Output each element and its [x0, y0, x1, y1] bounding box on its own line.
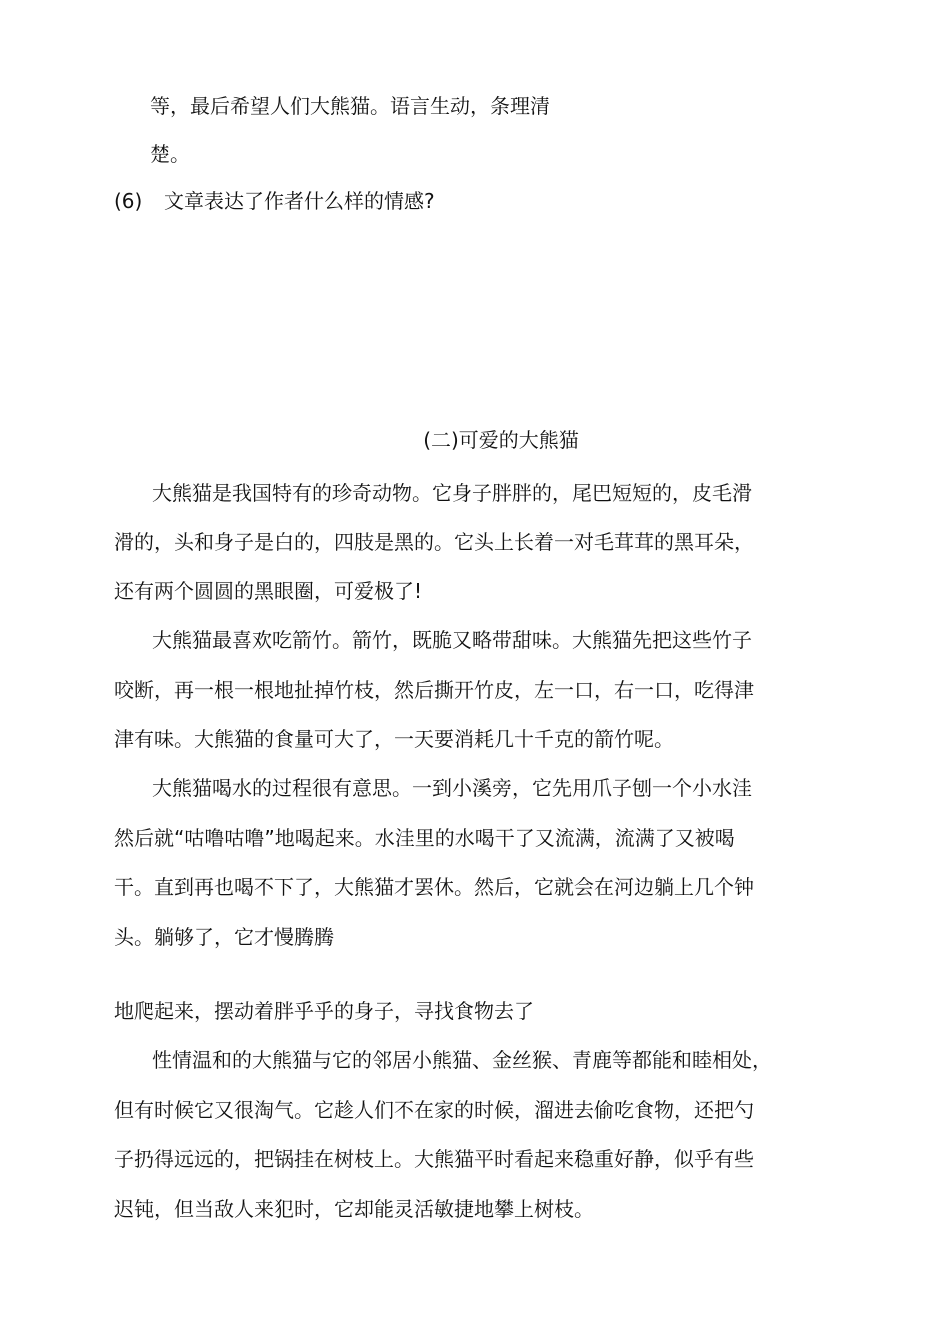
paragraph-3-line: 干。直到再也喝不下了，大熊猫才罢休。然后，它就会在河边躺上几个钟	[114, 875, 754, 899]
paragraph-3-line: 头。躺够了，它才慢腾腾	[114, 925, 334, 949]
answer-tail-line-1: 等，最后希望人们大熊猫。语言生动，条理清	[150, 94, 550, 118]
paragraph-3-line: 然后就“咕噜咕噜”地喝起来。水洼里的水喝干了又流满，流满了又被喝	[114, 826, 735, 850]
paragraph-4-line: 子扔得远远的，把锅挂在树枝上。大熊猫平时看起来稳重好静，似乎有些	[114, 1147, 754, 1171]
question-text: 文章表达了作者什么样的情感?	[164, 189, 435, 213]
answer-tail-line-2: 楚。	[150, 142, 190, 166]
paragraph-3-line: 大熊猫喝水的过程很有意思。一到小溪旁，它先用爪子刨一个小水洼	[152, 776, 752, 800]
paragraph-3-continuation: 地爬起来，摆动着胖乎乎的身子，寻找食物去了	[114, 999, 534, 1023]
question-number: (6)	[114, 189, 143, 213]
paragraph-1-line: 大熊猫是我国特有的珍奇动物。它身子胖胖的，尾巴短短的，皮毛滑	[152, 481, 752, 505]
passage-title: (二)可爱的大熊猫	[423, 428, 579, 452]
paragraph-2-line: 津有味。大熊猫的食量可大了，一天要消耗几十千克的箭竹呢。	[114, 727, 674, 751]
paragraph-1-line: 滑的，头和身子是白的，四肢是黑的。它头上长着一对毛茸茸的黑耳朵，	[114, 530, 754, 554]
paragraph-4-line: 但有时候它又很淘气。它趁人们不在家的时候，溜进去偷吃食物，还把勺	[114, 1098, 754, 1122]
paragraph-4-line: 迟钝，但当敌人来犯时，它却能灵活敏捷地攀上树枝。	[114, 1197, 594, 1221]
paragraph-2-line: 咬断，再一根一根地扯掉竹枝，然后撕开竹皮，左一口，右一口，吃得津	[114, 678, 754, 702]
paragraph-2-line: 大熊猫最喜欢吃箭竹。箭竹，既脆又略带甜味。大熊猫先把这些竹子	[152, 628, 752, 652]
paragraph-4-line: 性情温和的大熊猫与它的邻居小熊猫、金丝猴、青鹿等都能和睦相处，	[152, 1048, 772, 1072]
paragraph-1-line: 还有两个圆圆的黑眼圈，可爱极了!	[114, 579, 423, 603]
question-6	[114, 188, 435, 214]
